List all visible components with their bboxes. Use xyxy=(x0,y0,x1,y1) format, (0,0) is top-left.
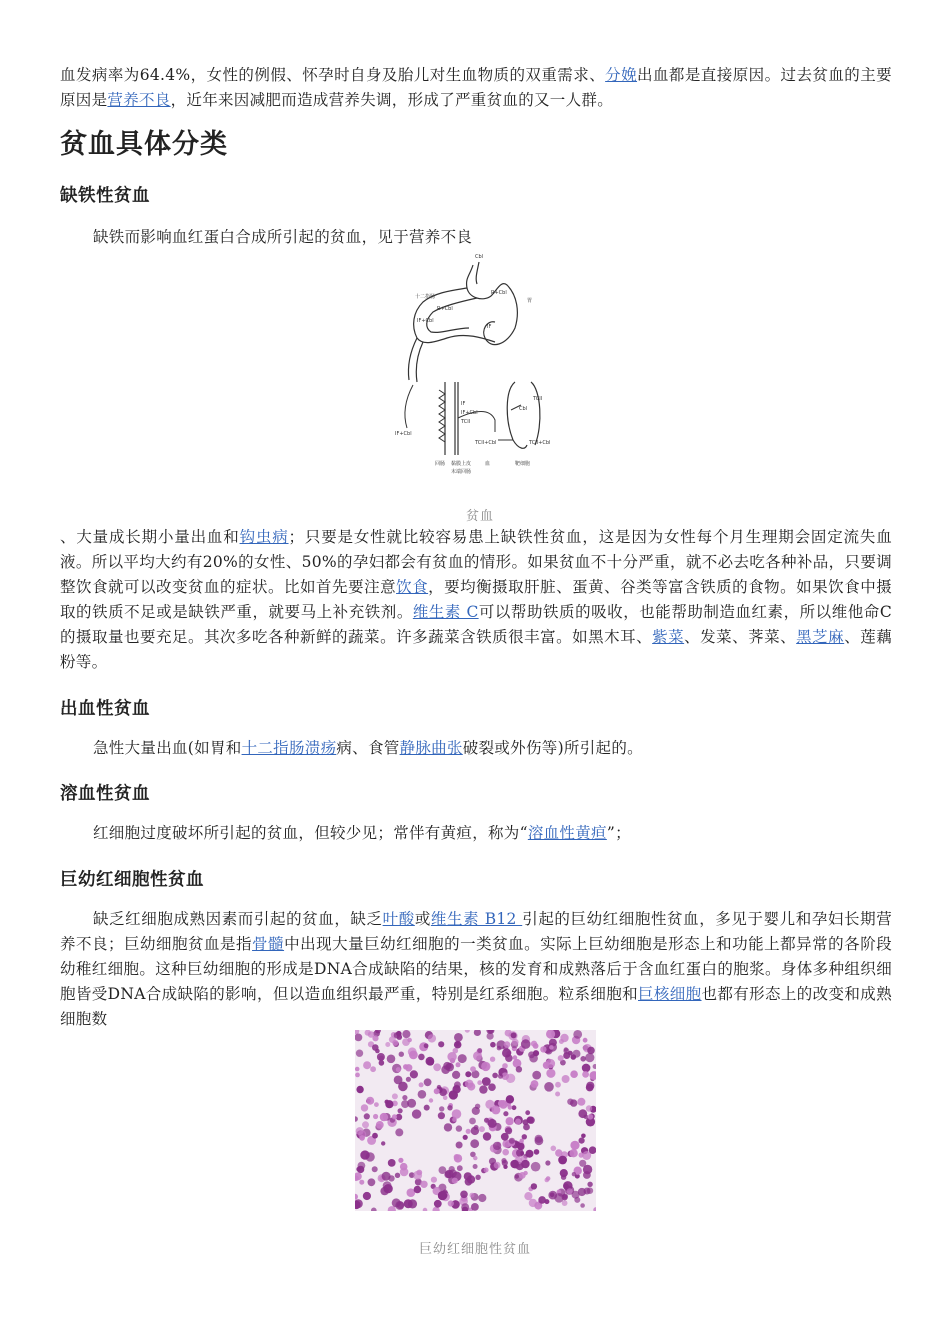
blood-cell xyxy=(402,1095,407,1100)
blood-cell xyxy=(564,1047,569,1052)
blood-cell xyxy=(478,1194,486,1202)
link-hemolytic-jaundice[interactable]: 溶血性黄疸 xyxy=(527,824,607,842)
heading-hemorrhagic: 出血性贫血 xyxy=(60,699,150,719)
blood-cell xyxy=(375,1049,380,1054)
text: ，近年来因减肥而造成营养失调，形成了严重贫血的又一人群。 xyxy=(170,91,614,109)
figure-caption-megaloblastic: 巨幼红细胞性贫血 xyxy=(418,1242,531,1257)
link-malnutrition[interactable]: 营养不良 xyxy=(107,91,171,109)
diagram-label: TCII xyxy=(533,396,543,402)
blood-cell xyxy=(381,1141,385,1145)
blood-cell xyxy=(402,1030,410,1038)
blood-cell xyxy=(586,1084,594,1092)
text: 缺乏红细胞成熟因素而引起的贫血，缺乏 xyxy=(93,910,383,928)
hemolytic-paragraph xyxy=(60,821,892,846)
blood-cell xyxy=(382,1172,391,1181)
text: 病、食管 xyxy=(336,739,400,757)
blood-cell xyxy=(515,1174,519,1178)
blood-cell xyxy=(583,1038,588,1043)
blood-cell xyxy=(428,1034,436,1042)
blood-cell xyxy=(418,1054,425,1061)
blood-cell xyxy=(522,1134,527,1139)
blood-cell xyxy=(581,1134,586,1139)
blood-cell xyxy=(477,1048,482,1053)
diagram-label: 十二指肠 xyxy=(415,294,436,300)
blood-cell xyxy=(356,1050,363,1057)
blood-cell xyxy=(498,1074,503,1079)
blood-cell xyxy=(467,1083,475,1091)
blood-cell xyxy=(519,1172,526,1179)
blood-cell xyxy=(558,1055,564,1061)
blood-cell xyxy=(475,1175,480,1180)
blood-cell xyxy=(406,1077,411,1082)
link-bone-marrow[interactable]: 骨髓 xyxy=(252,935,285,953)
blood-cell xyxy=(356,1086,363,1093)
blood-cell xyxy=(506,1095,514,1103)
diagram-label: IF+Cbl xyxy=(417,318,434,324)
blood-cell xyxy=(527,1117,534,1124)
blood-cell xyxy=(400,1168,409,1177)
blood-cell xyxy=(470,1139,479,1148)
blood-cell xyxy=(461,1203,469,1211)
blood-cell xyxy=(511,1032,517,1038)
blood-cell xyxy=(483,1132,491,1140)
blood-cell xyxy=(355,1034,362,1042)
blood-cell xyxy=(372,1166,378,1172)
text: 急性大量出血(如胃和 xyxy=(93,739,242,757)
blood-cell xyxy=(408,1047,417,1056)
blood-cell xyxy=(356,1127,364,1135)
blood-cell xyxy=(452,1071,460,1079)
heading-iron-deficiency: 缺铁性贫血 xyxy=(60,186,150,206)
blood-cell xyxy=(362,1121,369,1128)
blood-cell xyxy=(580,1056,586,1062)
blood-cell xyxy=(398,1108,403,1113)
blood-cell xyxy=(374,1102,379,1107)
blood-cell xyxy=(531,1162,541,1172)
text: 红细胞过度破坏所引起的贫血，但较少见；常伴有黄疸，称为“ xyxy=(93,824,528,842)
blood-cell xyxy=(439,1106,444,1111)
blood-cell xyxy=(418,1090,427,1099)
blood-cell xyxy=(526,1150,534,1158)
blood-cell xyxy=(505,1127,512,1134)
blood-cell xyxy=(361,1104,368,1111)
blood-cell xyxy=(356,1167,361,1172)
diagram-label: R+Cbl xyxy=(491,290,507,296)
blood-cell xyxy=(473,1156,477,1160)
blood-cell xyxy=(402,1038,410,1046)
blood-cell xyxy=(579,1160,586,1167)
diagram-label: 胃 xyxy=(527,298,533,304)
blood-cell xyxy=(544,1082,554,1092)
link-megakaryocyte[interactable]: 巨核细胞 xyxy=(638,985,702,1003)
blood-cell xyxy=(509,1138,515,1144)
blood-cell xyxy=(512,1039,519,1046)
figure-caption-anemia: 贫血 xyxy=(465,509,494,524)
blood-cell xyxy=(490,1042,496,1048)
diagram-label: IF xyxy=(487,324,492,330)
blood-cell xyxy=(588,1114,594,1120)
blood-cell xyxy=(364,1113,370,1119)
blood-cell xyxy=(370,1066,376,1072)
blood-cell xyxy=(431,1177,437,1183)
link-folic-acid[interactable]: 叶酸 xyxy=(382,910,415,928)
diagram-label: IF xyxy=(461,401,466,407)
blood-cell xyxy=(469,1118,476,1125)
blood-cell xyxy=(538,1196,546,1204)
diagram-label: 血 xyxy=(485,461,491,467)
blood-cell xyxy=(498,1100,505,1107)
diagram-label: TCII xyxy=(461,419,471,425)
blood-cell xyxy=(506,1117,514,1125)
blood-cell xyxy=(521,1160,530,1169)
blood-cell xyxy=(394,1076,403,1085)
blood-cell xyxy=(529,1054,538,1063)
text: 可以帮助铁质的吸收，也能帮助制造血红素，所以维他命C的摄取量也要充足。其次多吃各种新鲜的蔬菜。许多蔬菜含铁质很丰富。如黑木耳、 xyxy=(60,603,892,646)
blood-cell xyxy=(385,1042,390,1047)
blood-cell xyxy=(368,1031,375,1038)
blood-cell xyxy=(549,1045,554,1050)
blood-cell xyxy=(434,1088,440,1094)
blood-cell xyxy=(427,1059,434,1066)
blood-cell xyxy=(359,1135,365,1141)
text: 、莲藕粉等。 xyxy=(60,628,892,671)
blood-cell xyxy=(448,1200,454,1206)
blood-cell xyxy=(466,1129,471,1134)
blood-cell xyxy=(524,1192,532,1200)
diagram-label: TCII+Cbl xyxy=(529,440,551,446)
blood-cell xyxy=(569,1149,577,1157)
blood-cell xyxy=(505,1054,513,1062)
blood-cell xyxy=(554,1193,564,1203)
blood-cell xyxy=(467,1175,475,1183)
blood-cell xyxy=(485,1100,494,1109)
blood-cell xyxy=(582,1071,589,1078)
text: ，要均衡摄取肝脏、蛋黄、谷类等富含铁质的食物。如果饮食中摄取的铁质不足或是缺铁严重，就要马上补充铁剂。 xyxy=(60,578,892,621)
blood-cell xyxy=(501,1158,506,1163)
text: 或 xyxy=(414,910,431,928)
blood-cell xyxy=(385,1100,393,1108)
blood-cell xyxy=(477,1080,482,1085)
blood-cell xyxy=(562,1075,570,1083)
blood-cell xyxy=(593,1064,596,1069)
blood-cell xyxy=(532,1071,541,1080)
blood-cell xyxy=(452,1085,460,1093)
blood-cell xyxy=(413,1171,422,1180)
blood-cell xyxy=(363,1061,371,1069)
blood-cell xyxy=(561,1175,566,1180)
blood-cell xyxy=(419,1082,424,1087)
blood-cell xyxy=(453,1048,459,1054)
diagram-label: 末端回肠 xyxy=(451,469,472,475)
blood-cell xyxy=(550,1193,555,1198)
blood-cell xyxy=(574,1197,580,1203)
blood-cell xyxy=(424,1078,432,1086)
blood-cell xyxy=(387,1055,396,1064)
blood-cell xyxy=(580,1203,585,1208)
blood-cell xyxy=(474,1030,481,1036)
blood-cell xyxy=(424,1105,430,1111)
blood-cell xyxy=(355,1194,358,1200)
blood-cell xyxy=(392,1093,398,1099)
blood-cell xyxy=(404,1199,413,1208)
link-childbirth[interactable]: 分娩 xyxy=(605,66,638,84)
iron-lead: 缺铁而影响血红蛋白合成所引起的贫血，见于营养不良 xyxy=(93,228,473,246)
blood-cell xyxy=(492,1073,498,1079)
blood-cell xyxy=(444,1123,452,1131)
blood-cell xyxy=(399,1052,404,1057)
text: 、大量成长期小量出血和 xyxy=(60,528,240,546)
blood-cell xyxy=(579,1138,585,1144)
blood-cell xyxy=(380,1187,388,1195)
blood-cell xyxy=(366,1097,374,1105)
blood-cell xyxy=(452,1109,462,1119)
blood-cell xyxy=(587,1047,595,1055)
blood-cell xyxy=(504,1041,511,1048)
text: 引起的巨幼红细胞性贫血，多见于婴儿和孕妇长期营养不良；巨幼细胞贫血是指 xyxy=(60,910,893,953)
link-vitamin-b12[interactable]: 维生素 B12 xyxy=(430,910,523,928)
link-varices[interactable]: 静脉曲张 xyxy=(399,739,463,757)
blood-cell xyxy=(454,1033,463,1042)
blood-cell xyxy=(363,1192,371,1200)
blood-cell xyxy=(463,1135,468,1140)
blood-cell xyxy=(392,1114,397,1119)
blood-cell xyxy=(555,1092,560,1097)
diagram-label: Cbl xyxy=(475,254,484,260)
blood-cell xyxy=(571,1054,577,1060)
text: ；只要是女性就比较容易患上缺铁性贫血，这是因为女性每个月生理期会固定流失血液。所以平均大约有20%的女性、50%的孕妇都会有贫血的情形。如果贫血不十分严重，就不必去吃各种补品，只要调整饮食就可以改变贫血的症状。比如首先要注意 xyxy=(60,528,892,596)
blood-cell xyxy=(488,1119,497,1128)
blood-cell xyxy=(473,1164,478,1169)
blood-cell xyxy=(443,1095,448,1100)
blood-cell xyxy=(377,1053,385,1061)
iron-paragraph xyxy=(60,525,892,675)
blood-cell xyxy=(429,1098,433,1102)
diagram-label: IF+Cbl xyxy=(395,431,412,437)
blood-cell xyxy=(506,1074,515,1083)
blood-cell xyxy=(456,1125,462,1131)
blood-cell xyxy=(585,1053,594,1062)
blood-cell xyxy=(398,1158,403,1163)
text: 也都有形态上的改变和成熟细胞数 xyxy=(60,985,892,1028)
blood-cell xyxy=(587,1187,594,1194)
blood-cell xyxy=(414,1186,422,1194)
blood-cell xyxy=(355,1116,358,1122)
blood-cell xyxy=(447,1105,452,1110)
blood-cell xyxy=(482,1077,491,1086)
blood-cell xyxy=(587,1182,592,1187)
blood-cell xyxy=(503,1111,508,1116)
blood-cell xyxy=(373,1114,378,1119)
blood-cell xyxy=(578,1188,586,1196)
text: 破裂或外伤等)所引起的。 xyxy=(462,739,643,757)
blood-cell xyxy=(470,1066,476,1072)
text: 血发病率为64.4%，女性的例假、怀孕时自身及胎儿对生血物质的双重需求、 xyxy=(60,66,606,84)
blood-cell xyxy=(577,1098,585,1106)
heading-megaloblastic: 巨幼红细胞性贫血 xyxy=(60,870,204,890)
blood-cell xyxy=(401,1100,409,1108)
diagram-label: IF+Cbl xyxy=(461,410,478,416)
blood-cell xyxy=(546,1069,555,1078)
blood-cell xyxy=(438,1191,447,1200)
blood-cell xyxy=(412,1109,421,1118)
blood-cell xyxy=(365,1152,374,1161)
blood-cell xyxy=(420,1181,427,1188)
blood-cell xyxy=(424,1043,429,1048)
hemorrhagic-paragraph xyxy=(60,736,892,761)
blood-cell xyxy=(559,1039,564,1044)
blood-cell xyxy=(494,1162,501,1169)
blood-cell xyxy=(395,1173,400,1178)
blood-cell xyxy=(423,1208,428,1211)
blood-cell xyxy=(502,1149,509,1156)
blood-cell xyxy=(456,1062,461,1067)
blood-cell xyxy=(438,1112,445,1119)
blood-cell xyxy=(465,1071,471,1077)
blood-cell xyxy=(516,1066,522,1072)
blood-cell xyxy=(525,1110,530,1115)
blood-cell xyxy=(460,1191,468,1199)
blood-cell xyxy=(512,1105,517,1110)
text: ”； xyxy=(606,824,631,842)
text: 中出现大量巨幼红细胞的一类贫血。实际上巨幼细胞是形态上和功能上都异常的各阶段幼稚红细胞。这种巨幼细胞的形成是DNA合成缺陷的结果，核的发育和成熟落后于含血红蛋白的胞浆。身体多种组织细胞皆受DNA合成缺陷的影响，但以造血组织最严重，特别是红系细胞。粒系细胞和 xyxy=(60,935,892,1003)
blood-cell xyxy=(438,1041,444,1047)
blood-cell xyxy=(355,1067,360,1072)
diagram-label: TCII+Cbl xyxy=(475,440,497,446)
link-duodenal-ulcer[interactable]: 十二指肠溃疡 xyxy=(241,739,337,757)
blood-cell xyxy=(502,1063,508,1069)
blood-cell xyxy=(454,1041,462,1049)
blood-cell xyxy=(355,1073,360,1078)
megaloblastic-micrograph xyxy=(355,1030,596,1211)
blood-cell xyxy=(510,1160,519,1169)
blood-cell xyxy=(403,1064,408,1069)
blood-cell xyxy=(551,1146,557,1152)
blood-cell xyxy=(359,1180,364,1185)
blood-cell xyxy=(395,1128,403,1136)
blood-cell xyxy=(472,1107,480,1115)
blood-cell xyxy=(465,1030,470,1033)
blood-cell xyxy=(376,1121,384,1129)
blood-cell xyxy=(372,1133,378,1139)
blood-cell xyxy=(479,1085,487,1093)
blood-cell xyxy=(452,1117,457,1122)
megaloblastic-paragraph xyxy=(60,907,892,1032)
diagram-label: 回肠 xyxy=(435,461,446,467)
heading-hemolytic: 溶血性贫血 xyxy=(60,784,150,804)
blood-cell xyxy=(458,1054,467,1063)
blood-cell xyxy=(484,1168,489,1173)
blood-cell xyxy=(531,1080,539,1088)
blood-cell xyxy=(441,1065,450,1074)
blood-cell xyxy=(515,1119,521,1125)
blood-cell xyxy=(392,1198,401,1207)
blood-cell xyxy=(388,1159,396,1167)
section-title: 贫血具体分类 xyxy=(60,129,228,160)
intro-paragraph xyxy=(60,63,892,113)
link-hookworm[interactable]: 钩虫病 xyxy=(239,528,289,546)
blood-cell xyxy=(572,1172,576,1176)
blood-cell xyxy=(452,1178,458,1184)
blood-cell xyxy=(555,1082,561,1088)
blood-cell xyxy=(503,1165,507,1169)
blood-cell xyxy=(392,1040,398,1046)
anemia-diagram-figure xyxy=(395,250,565,475)
blood-cell xyxy=(540,1046,546,1052)
diagram-label: 黏膜上皮 xyxy=(451,461,472,467)
blood-cell xyxy=(371,1208,377,1212)
blood-cell xyxy=(567,1188,573,1194)
blood-cell xyxy=(516,1149,524,1157)
blood-cell xyxy=(545,1160,550,1165)
blood-cell xyxy=(380,1113,388,1121)
blood-cell xyxy=(470,1193,475,1198)
blood-cell xyxy=(474,1125,479,1130)
blood-cell xyxy=(558,1156,567,1165)
blood-cell xyxy=(396,1067,401,1072)
blood-cells-image xyxy=(355,1030,596,1211)
link-laver[interactable]: 紫菜 xyxy=(652,628,685,646)
blood-cell xyxy=(570,1070,578,1078)
blood-cell xyxy=(521,1039,531,1049)
blood-cell xyxy=(531,1183,537,1189)
diagram-label: R+Cbl xyxy=(437,306,453,312)
blood-cell xyxy=(481,1062,490,1071)
blood-cell xyxy=(471,1203,479,1211)
blood-cell xyxy=(397,1034,403,1040)
diagram-label: Cbl xyxy=(519,406,528,412)
blood-cell xyxy=(570,1141,579,1150)
link-diet[interactable]: 饮食 xyxy=(396,578,429,596)
blood-cell xyxy=(454,1154,462,1162)
blood-cell xyxy=(567,1099,573,1105)
blood-cell xyxy=(493,1142,501,1150)
blood-cell xyxy=(593,1207,596,1211)
blood-cell xyxy=(410,1070,418,1078)
blood-cell xyxy=(546,1176,551,1181)
blood-cell xyxy=(456,1142,463,1149)
blood-cell xyxy=(582,1064,591,1073)
vitamin-b12-absorption-diagram xyxy=(395,250,565,475)
diagram-label: 靶细胞 xyxy=(515,461,531,467)
blood-cell xyxy=(490,1057,495,1062)
blood-cell xyxy=(546,1059,555,1068)
blood-cell xyxy=(573,1030,582,1039)
blood-cell xyxy=(434,1200,442,1208)
blood-cell xyxy=(586,1105,592,1111)
blood-cell xyxy=(531,1041,537,1047)
blood-cell xyxy=(535,1136,544,1145)
text: 、发菜、荠菜、 xyxy=(684,628,797,646)
blood-cell xyxy=(433,1063,441,1071)
blood-cell xyxy=(534,1149,540,1155)
blood-cell xyxy=(515,1142,520,1147)
blood-cell xyxy=(479,1126,485,1132)
link-black-sesame[interactable]: 黑芝麻 xyxy=(796,628,845,646)
link-vitamin-c[interactable]: 维生素 C xyxy=(412,603,479,621)
text: 出血都是直接原因。过去贫血的主要原因是 xyxy=(60,66,892,109)
blood-cell xyxy=(457,1165,463,1171)
blood-cell xyxy=(563,1183,568,1188)
blood-cell xyxy=(368,1178,376,1186)
